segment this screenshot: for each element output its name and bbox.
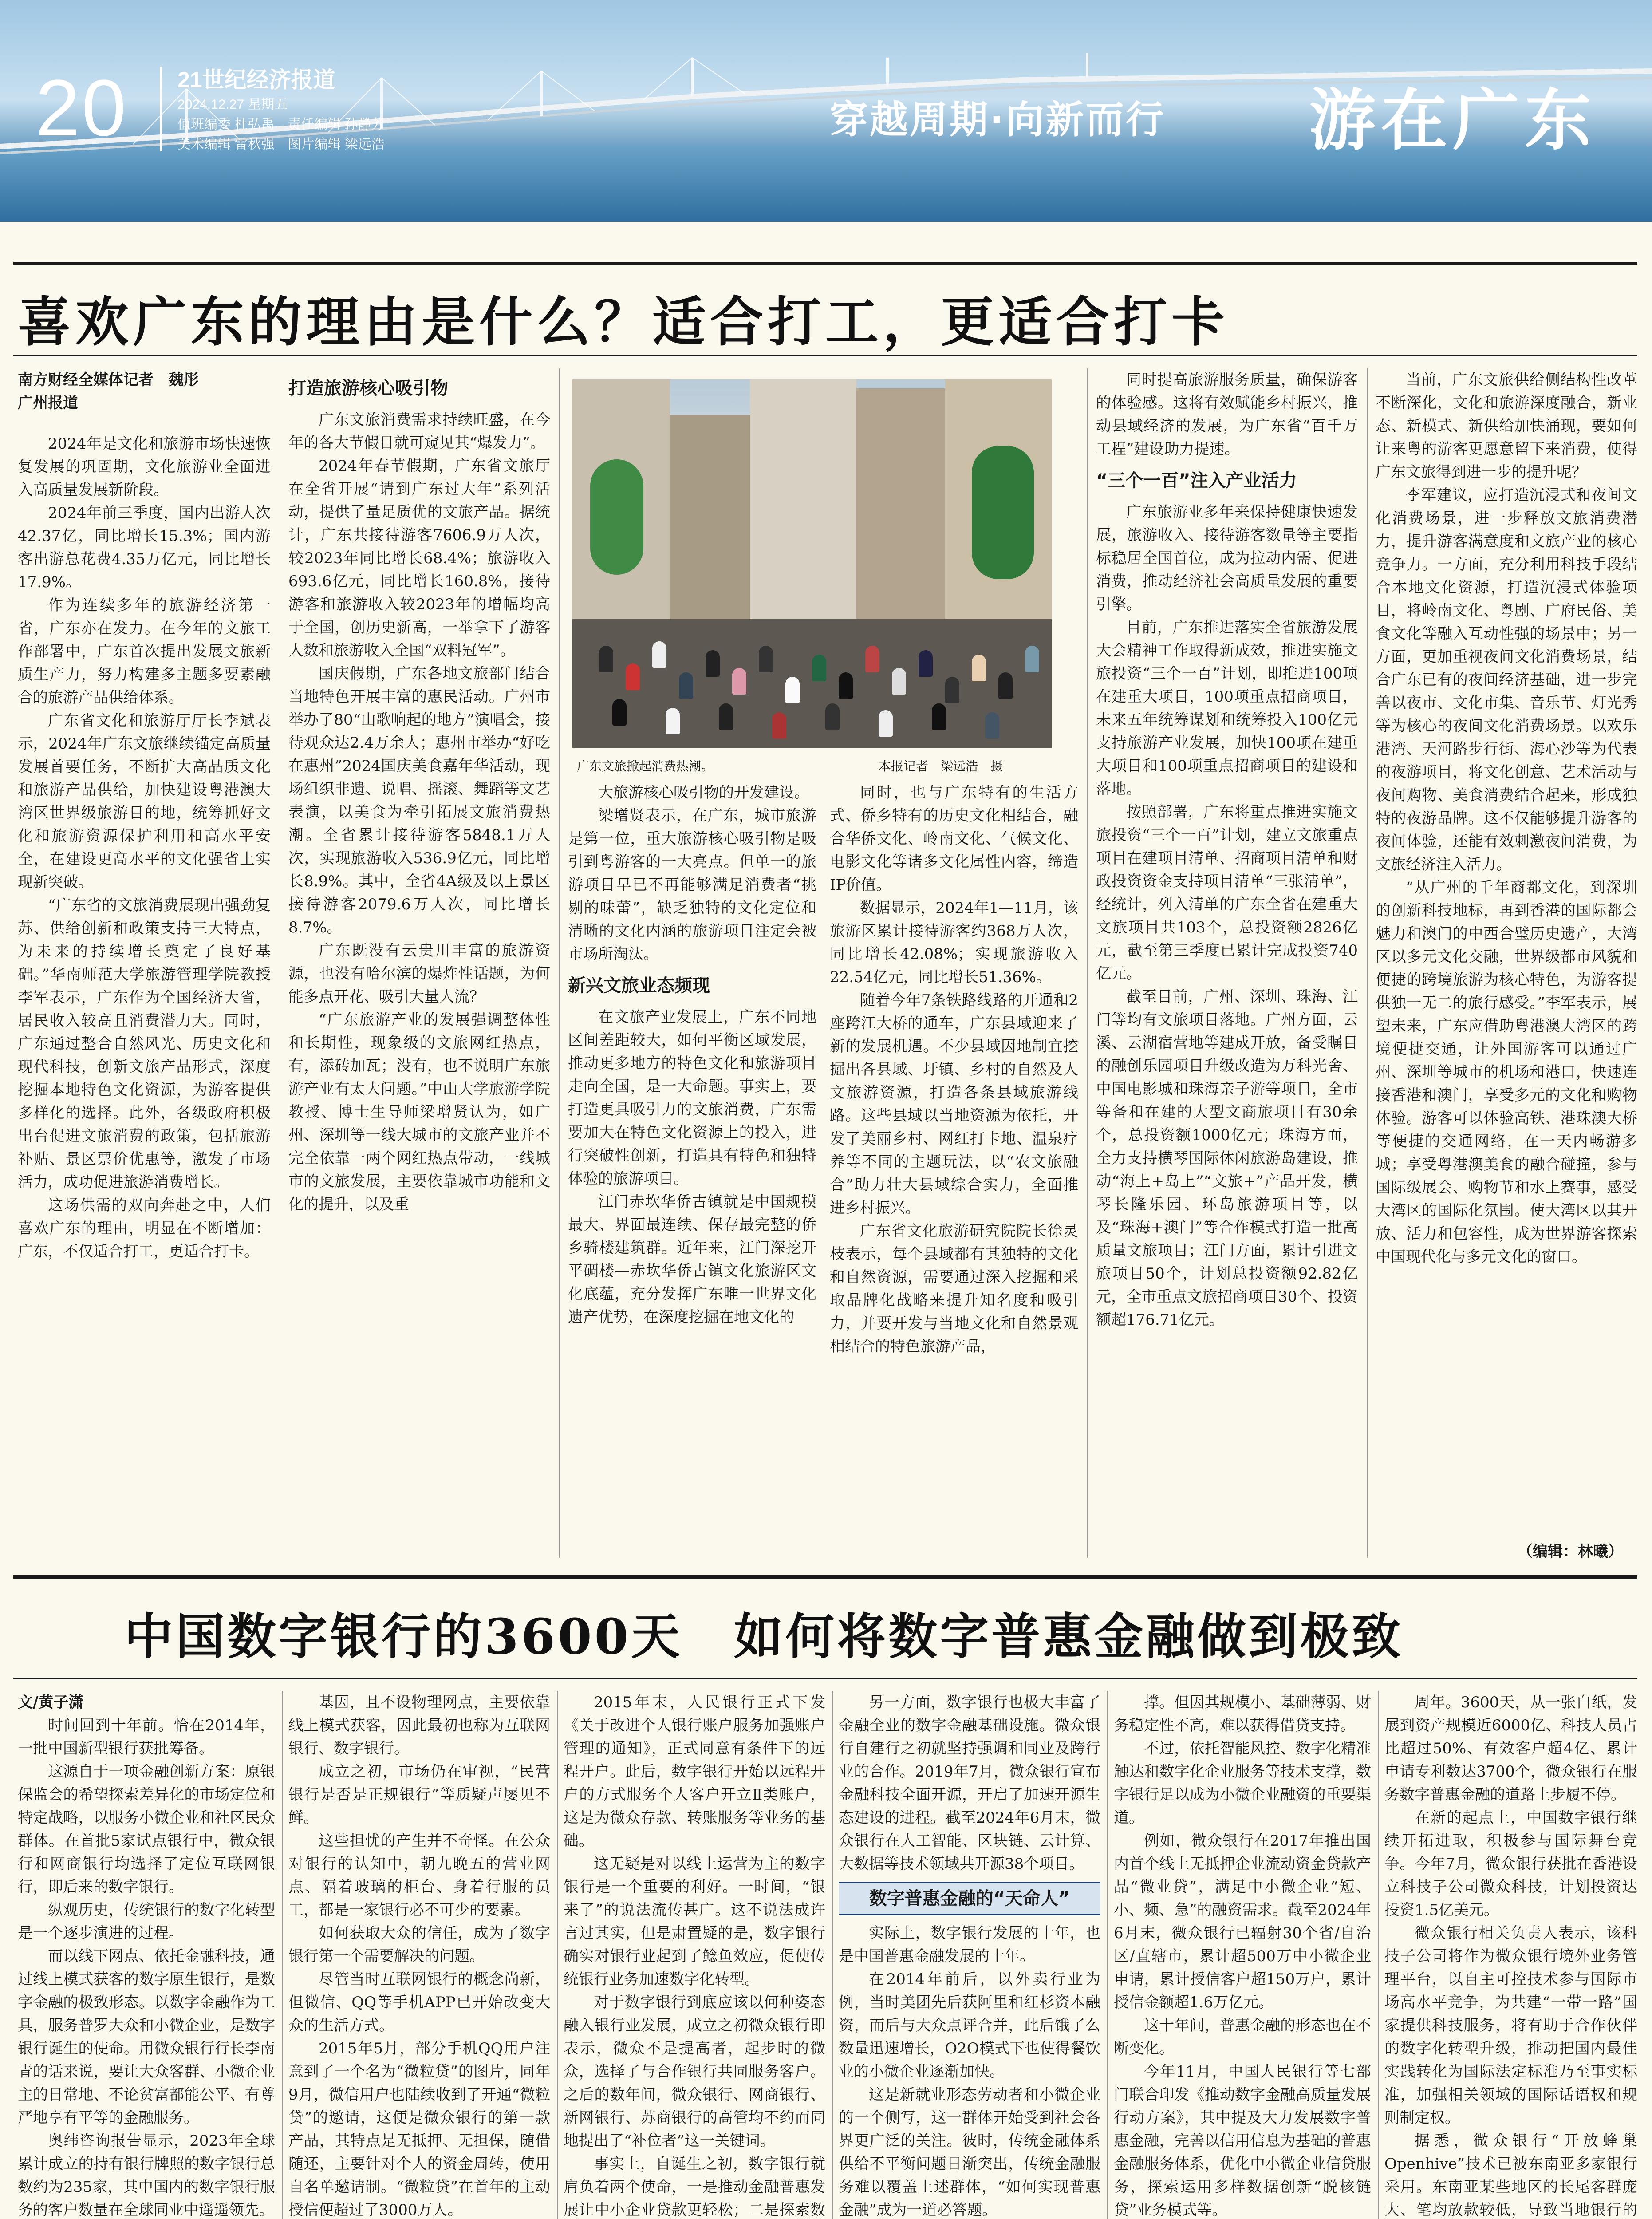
paragraph: 据悉，微众银行“开放蜂巢Openhive”技术已被东南亚多家银行采用。东南亚某些地区的长尾客群庞大、笔均放款较低，导致当地银行的 [1384,2132,1637,2219]
paragraph: 实际上，数字银行发展的十年，也是中国普惠金融发展的十年。 [839,1924,1100,1965]
paragraph: 纵观历史，传统银行的数字化转型是一个逐步演进的过程。 [18,1901,275,1942]
paragraph: 李军建议，应打造沉浸式和夜间文化消费场景，进一步释放文旅消费潜力，提升游客满意度和文旅产业的核心竞争力。一方面，充分利用科技手段结合本地文化资源，打造沉浸式体验项目，将岭南文化、粤剧、广府民俗、美食文化等融入互动性强的场景中；另一方面，更加重视夜间文化消费场景，结合广东已有的夜间经济基础，进一步完善以夜市、文化市集、音乐节、灯光秀等为核心的夜间文化消费场景。以欢乐港湾、天河路步行街、海心沙等为代表的夜游项目，将文化创意、艺术活动与夜间购物、美食消费结合起来，形成独特的夜游品牌。这不仅能够提升游客的夜间体验，还能有效刺激夜间消费，为文旅经济注入活力。 [1376,486,1637,873]
paragraph: 时间回到十年前。恰在2014年，一批中国新型银行获批筹备。 [18,1717,275,1757]
paragraph: 成立之初，市场仍在审视，“民营银行是否是正规银行”等质疑声屡见不鲜。 [288,1763,550,1827]
paragraph: 尽管当时互联网银行的概念尚新，但微信、QQ等手机APP已开始改变大众的生活方式。 [288,1970,550,2034]
paragraph: 对于数字银行到底应该以何种姿态融入银行业发展，成立之初微众银行即表示，微众不是提高者，起步时的微众，选择了与合作银行共同服务客户。之后的数年间，微众银行、网商银行、新网银行、苏商银行的高管均不约而同地提出了“补位者”这一关键词。 [564,1994,825,2150]
article1-column-1 [18,368,271,1558]
section-title: 游在广东 [1309,81,1597,159]
paragraph: “从广州的千年商都文化，到深圳的创新科技地标，再到香港的国际都会魅力和澳门的中西合璧历史遗产，大湾区以多元文化交融，世界级都市风貌和便捷的跨境旅游为核心特色，为游客提供独一无二的旅行感受。”李军表示，展望未来，广东应借助粤港澳大湾区的跨境便捷交通，让外国游客可以通过广州、深圳等城市的机场和港口，快速连接香港和澳门，享受多元的文化和购物体验。游客可以体验高铁、港珠澳大桥等便捷的交通网络，在一天内畅游多城；享受粤港澳美食的融合碰撞，参与国际级展会、购物节和水上赛事，感受大湾区的国际化氛围。使大湾区以其开放、活力和包容性，成为世界游客探索中国现代化与多元文化的窗口。 [1376,879,1637,1266]
paragraph: 今年11月，中国人民银行等七部门联合印发《推动数字金融高质量发展行动方案》，其中提及大力发展数字普惠金融，完善以信用信息为基础的普惠金融服务体系，优化中小微企业信贷服务，探索运用多样数据创新“脱核链贷”业务模式等。 [1114,2063,1371,2219]
paragraph: 大旅游核心吸引物的开发建设。 [598,784,809,802]
paragraph: “广东省的文旅消费展现出强劲复苏、供给创新和政策支持三大特点，为未来的持续增长奠定了良好基础。”华南师范大学旅游管理学院教授李军表示，广东作为全国经济大省，居民收入较高且消费潜力大。同时，广东通过整合自然风光、历史文化和现代科技，创新文旅产品形式，深度挖掘本地特色文化资源，为游客提供多样化的选择。此外，各级政府积极出台促进文旅消费的政策，包括旅游补贴、景区票价优惠等，激发了市场活力，成功促进旅游消费增长。 [18,896,271,1191]
page-number: 20 [35,63,128,153]
article2-column-3 [564,1691,825,2219]
paragraph: 微众银行相关负责人表示，该科技子公司将作为微众银行境外业务管理平台，以自主可控技术参与国际市场高水平竞争，为共建“一带一路”国家提供科技服务，将有助于合作伙伴的数字化转型升级，推动把国内最佳实践转化为国际法定标准乃至事实标准，加强相关领域的国际话语权和规则制定权。 [1384,1924,1637,2127]
column-rule [557,1691,558,2219]
article1-column-6 [1376,368,1637,1540]
paragraph: 2015年末，人民银行正式下发《关于改进个人银行账户服务加强账户管理的通知》，正式同意有条件下的远程开户。此后，数字银行开始以远程开户的方式服务个人客户开立Ⅱ类账户，这是为微众存款、转账服务等业务的基础。 [564,1694,825,1850]
article1-column-2 [288,368,550,1558]
paragraph: 基因，且不设物理网点，主要依靠线上模式获客，因此最初也称为互联网银行、数字银行。 [288,1694,550,1757]
paragraph: 当前，广东文旅供给侧结构性改革不断深化，文化和旅游深度融合，新业态、新模式、新供给加快涌现，要如何让来粤的游客更愿意留下来消费，使得广东文旅得到进一步的提升呢？ [1376,371,1637,481]
article1-column-3 [568,781,816,1558]
section-slogan: 穿越周期·向新而行 [830,98,1166,142]
paragraph: 2024年是文化和旅游市场快速恢复发展的巩固期，文化旅游业全面进入高质量发展新阶段。 [18,435,271,499]
paragraph: 广东文旅消费需求持续旺盛，在今年的各大节假日就可窥见其“爆发力”。 [288,411,550,452]
paragraph: 不过，依托智能风控、数字化精准触达和数字化企业服务等技术支撑，数字银行足以成为小微企业融资的重要渠道。 [1114,1740,1371,1827]
paragraph: 奥纬咨询报告显示，2023年全球累计成立的持有银行牌照的数字银行总数约为235家，其中国内的数字银行服务的客户数量在全球同业中遥遥领先。 [18,2132,275,2219]
editors-line-1: 值班编委 杜弘禹 责任编辑 孙静芳 [177,117,385,132]
article2-subhead-3: 数字普惠金融的“天命人” [839,1882,1100,1915]
paragraph: 在2014年前后，以外卖行业为例，当时美团先后获阿里和红杉资本融资，而后与大众点评合并，此后饿了么数量迅速增长，O2O模式下也使得餐饮业的小微企业逐渐加快。 [839,1970,1100,2081]
issue-date: 2024.12.27 星期五 [177,97,288,112]
paragraph: 广东省文化旅游研究院院长徐灵枝表示，每个县域都有其独特的文化和自然资源，需要通过深入挖掘和采取品牌化战略来提升知名度和吸引力，并要开发与当地文化和自然景观相结合的特色旅游产品， [830,1222,1078,1355]
article1-subhead-2: 新兴文旅业态频现 [568,975,710,996]
article1-byline-2: 广州报道 [18,394,78,412]
newspaper-name: 21世纪经济报道 [177,67,335,92]
paragraph: 事实上，自诞生之初，数字银行就肩负着两个使命，一是推动金融普惠发展让中小企业贷款更轻松；二是探索数 [564,2155,825,2219]
paragraph: 例如，微众银行在2017年推出国内首个线上无抵押企业流动资金贷款产品“微业贷”，满足中小微企业“短、小、频、急”的融资需求。截至2024年6月末，微众银行已辐射30个省/自治区/直辖市，累计超500万中小微企业申请，累计授信客户超150万户，累计授信金额超1.6万亿元。 [1114,1832,1371,2011]
article2-byline: 文/黄子潇 [18,1694,84,1711]
paragraph: 2024年前三季度，国内出游人次42.37亿，同比增长15.3%；国内游客出游总花费4.35万亿元，同比增长17.9%。 [18,504,271,591]
paragraph: 这是新就业形态劳动者和小微企业的一个侧写，这一群体开始受到社会各界更广泛的关注。彼时，传统金融体系供给不平衡问题日渐突出，传统金融服务难以覆盖上述群体，“如何实现普惠金融”成为一道必答题。 [839,2086,1100,2219]
paragraph: 同时提高旅游服务质量，确保游客的体验感。这将有效赋能乡村振兴，推动县域经济的发展，为广东省“百千万工程”建设助力提速。 [1096,371,1358,458]
paragraph: 广东既没有云贵川丰富的旅游资源，也没有哈尔滨的爆炸性话题，为何能多点开花、吸引大量人流？ [288,942,550,1006]
paragraph: 国庆假期，广东各地文旅部门结合当地特色开展丰富的惠民活动。广州市举办了80“山歌响起的地方”演唱会，接待观众达2.4万余人；惠州市举办“好吃在惠州”2024国庆美食嘉年华活动，现场组织非遗、说唱、摇滚、舞蹈等文艺表演，以美食为牵引拓展文旅消费热潮。全省累计接待游客5848.1万人次，实现旅游收入536.9亿元，同比增长8.9%。其中，全省4A级及以上景区接待游客2079.6万人次，同比增长8.7%。 [288,665,550,936]
paragraph: 这些担忧的产生并不奇怪。在公众对银行的认知中，朝九晚五的营业网点、隔着玻璃的柜台、身着行服的员工，都是一家银行必不可少的要素。 [288,1832,550,1919]
photo-credit: 本报记者 梁远浩 摄 [879,759,1003,774]
paragraph: 这源自于一项金融创新方案：原银保监会的希望探索差异化的市场定位和特定战略，以服务小微企业和社区民众群体。在首批5家试点银行中，微众银行和网商银行均选择了定位互联网银行，即后来的数字银行。 [18,1763,275,1896]
paragraph: 另一方面，数字银行也极大丰富了金融全业的数字金融基础设施。微众银行自建行之初就坚持强调和同业及跨行业的合作。2019年7月，微众银行宣布金融科技全面开源，开启了加速开源生态建设的进程。截至2024年6月末，微众银行在人工智能、区块链、云计算、大数据等技术领域共开源38个项目。 [839,1694,1100,1873]
paragraph: 数据显示，2024年1—11月，该旅游区累计接待游客约368万人次，同比增长42.08%；实现旅游收入22.54亿元，同比增长51.36%。 [830,899,1078,986]
article2-column-5 [1114,1691,1371,2219]
column-rule [282,1691,283,2219]
photo-caption: 广东文旅掀起消费热潮。 [577,759,714,774]
column-rule [1107,1691,1108,2219]
headline-rule-bottom [13,355,1637,356]
paragraph: “广东旅游产业的发展强调整体性和长期性，现象级的文旅网红热点，有，添砖加瓦；没有，也不说明广东旅游产业有太大问题。”中山大学旅游学院教授、博士生导师梁增贤认为，如广州、深圳等一线大城市的文旅产业并不完全依靠一两个网红热点带动，一线城市的文旅发展，主要依靠城市功能和文化的提升，以及重 [288,1011,550,1213]
paragraph: 按照部署，广东将重点推进实施文旅投资“三个一百”计划，建立文旅重点项目在建项目清单、招商项目清单和财政投资资金支持项目清单“三张清单”，经统计，列入清单的广东全省在建重大文旅项目共103个，总投资额2826亿元，截至第三季度已累计完成投资740亿元。 [1096,803,1358,983]
column-rule [559,368,560,1558]
paragraph: 梁增贤表示，在广东，城市旅游是第一位，重大旅游核心吸引物是吸引到粤游客的一大亮点。但单一的旅游项目早已不再能够满足消费者“挑剔的味蕾”，缺乏独特的文化定位和清晰的文化内涵的旅游项目注定会被市场所淘汰。 [568,807,816,963]
paragraph: 随着今年7条铁路线路的开通和2座跨江大桥的通车，广东县域迎来了新的发展机遇。不少县域因地制宜挖掘出各县域、圩镇、乡村的自然及人文旅游资源，打造各条县域旅游线路。这些县域以当地资源为依托，开发了美丽乡村、网红打卡地、温泉疗养等不同的主题玩法，以“农文旅融合”助力壮大县域综合实力，全面推进乡村振兴。 [830,991,1078,1217]
article2-column-2 [288,1691,550,2219]
paragraph: 而以线下网点、依托金融科技，通过线上模式获客的数字原生银行，是数字金融的极致形态。以数字金融作为工具，服务普罗大众和小微企业，是数字银行诞生的使命。用微众银行行长李南青的话来说，要让大众客群、小微企业主的日常地、不论贫富都能公平、有尊严地享有平等的金融服务。 [18,1947,275,2127]
column-rule [1087,368,1088,1558]
paragraph: 2024年春节假期，广东省文旅厅在全省开展“请到广东过大年”系列活动，提供了量足质优的文旅产品。据统计，广东共接待游客7606.9万人次，较2023年同比增长68.4%；旅游收入693.6亿元，同比增长160.8%，接待游客和旅游收入较2023年的增幅均高于全国，创历史新高，一举拿下了游客人数和旅游收入全国“双料冠军”。 [288,457,550,659]
paragraph: 截至目前，广州、深圳、珠海、江门等均有文旅项目落地。广州方面，云溪、云湖宿营地等建成开放，备受瞩目的融创乐园项目升级改造为万科光舍、中国电影城和珠海亲子游等项目，全市等备和在建的大型文商旅项目有30余个，总投资额1000亿元；珠海方面，全力支持横琴国际休闲旅游岛建设，推动“海上+岛上”“文旅+”产品开发，横琴长隆乐园、环岛旅游项目等，以及“珠海+澳门”等合作模式打造一批高质量文旅项目；江门方面，累计引进文旅项目50个，计划总投资额92.82亿元，全市重点文旅招商项目30个、投资额超176.71亿元。 [1096,988,1358,1329]
article2-column-4 [839,1691,1100,2219]
header-divider [160,67,162,151]
headline-rule-top [13,262,1637,265]
masthead-banner [0,0,1652,222]
editors-line-2: 美术编辑 雷秋强 图片编辑 梁远浩 [177,137,385,152]
article1-column-5 [1096,368,1358,1558]
paragraph: 同时，也与广东特有的生活方式、侨乡特有的历史文化相结合，融合华侨文化、岭南文化、气候文化、电影文化等诸多文化属性内容，缔造IP价值。 [830,784,1078,894]
street-crowd-photo [572,379,1052,748]
column-rule [1378,1691,1379,2219]
paragraph: 2015年5月，部分手机QQ用户注意到了一个名为“微粒贷”的图片，同年9月，微信用户也陆续收到了开通“微粒贷”的邀请，这便是微众银行的第一款产品，其特点是无抵押、无担保，随借随还，主要针对个人的资金周转，使用自名单邀请制。“微粒贷”在首年的主动授信便超过了3000万人。 [288,2040,550,2219]
article2-headline: 中国数字银行的3600天 如何将数字普惠金融做到极致 [124,1608,1404,1665]
article1-column-4 [830,781,1078,1558]
article2-column-1 [18,1691,275,2219]
paragraph: 这十年间，普惠金融的形态也在不断变化。 [1114,2017,1371,2057]
column-rule [1367,368,1368,1558]
paragraph: 目前，广东推进落实全省旅游发展大会精神工作取得新成效，推进实施文旅投资“三个一百”计划，即推进100项在建重大项目，100项重点招商项目，未来五年统筹谋划和统筹投入100亿元支持旅游产业发展，加快100项在建重大项目和100项重点招商项目的建设和落地。 [1096,619,1358,798]
article-separator [13,1575,1637,1579]
paragraph: 周年。3600天，从一张白纸，发展到资产规模近6000亿、科技人员占比超过50%、有效客户超4亿、累计申请专利数达3700个，微众银行在服务数字普惠金融的道路上步履不停。 [1384,1694,1637,1804]
paragraph: 作为连续多年的旅游经济第一省，广东亦在发力。在今年的文旅工作部署中，广东首次提出发展文旅新质生产力，努力构建多主题多要素融合的旅游产品供给体系。 [18,596,271,707]
article1-editor-note: （编辑：林曦） [1518,1543,1623,1560]
article2-column-6 [1384,1691,1637,2219]
article1-byline-1: 南方财经全媒体记者 魏彤 [18,371,199,389]
column-rule [832,1691,833,2219]
headline-rule-bottom-2 [13,1678,1637,1679]
paragraph: 广东省文化和旅游厅厅长李斌表示，2024年广东文旅继续锚定高质量发展首要任务，不断扩大高品质文化和旅游产品供给，加快建设粤港澳大湾区世界级旅游目的地，统筹抓好文化和旅游资源保护利用和高水平安全，在建设更高水平的文化强省上实现新突破。 [18,712,271,891]
paragraph: 撑。但因其规模小、基础薄弱、财务稳定性不高，难以获得借贷支持。 [1114,1694,1371,1734]
paragraph: 这无疑是对以线上运营为主的数字银行是一个重要的利好。一时间，“银来了”的说法流传甚广。这不说法成许言过其实，但是肃置疑的是，数字银行确实对银行业起到了鲶鱼效应，促使传统银行业务加速数字化转型。 [564,1855,825,1988]
article1-headline: 喜欢广东的理由是什么？适合打工，更适合打卡 [18,291,1229,353]
paragraph: 在文旅产业发展上，广东不同地区间差距较大，如何平衡区域发展，推动更多地方的特色文化和旅游项目走向全国，是一大命题。事实上，要打造更具吸引力的文旅消费，广东需要加大在特色文化资源上的投入，进行突破性创新，打造具有特色和独特体验的旅游项目。 [568,1008,816,1188]
paragraph: 广东旅游业多年来保持健康快速发展，旅游收入、接待游客数量等主要指标稳居全国首位，成为拉动内需、促进消费，推动经济社会高质量发展的重要引擎。 [1096,503,1358,613]
article1-subhead-1: 打造旅游核心吸引物 [288,378,448,399]
paragraph: 这场供需的双向奔赴之中，人们喜欢广东的理由，明显在不断增加：广东，不仅适合打工，更适合打卡。 [18,1196,271,1260]
article1-subhead-3: “三个一百”注入产业活力 [1096,470,1297,491]
paragraph: 如何获取大众的信任，成为了数字银行第一个需要解决的问题。 [288,1924,550,1965]
paragraph: 江门赤坎华侨古镇就是中国规模最大、界面最连续、保存最完整的侨乡骑楼建筑群。近年来，江门深挖开平碉楼—赤坎华侨古镇文化旅游区文化底蕴，充分发挥广东唯一世界文化遗产优势，在深度挖掘在地文化的 [568,1193,816,1326]
paragraph: 在新的起点上，中国数字银行继续开拓进取，积极参与国际舞台竞争。今年7月，微众银行获批在香港设立科技子公司微众科技，计划投资达投资1.5亿美元。 [1384,1809,1637,1919]
